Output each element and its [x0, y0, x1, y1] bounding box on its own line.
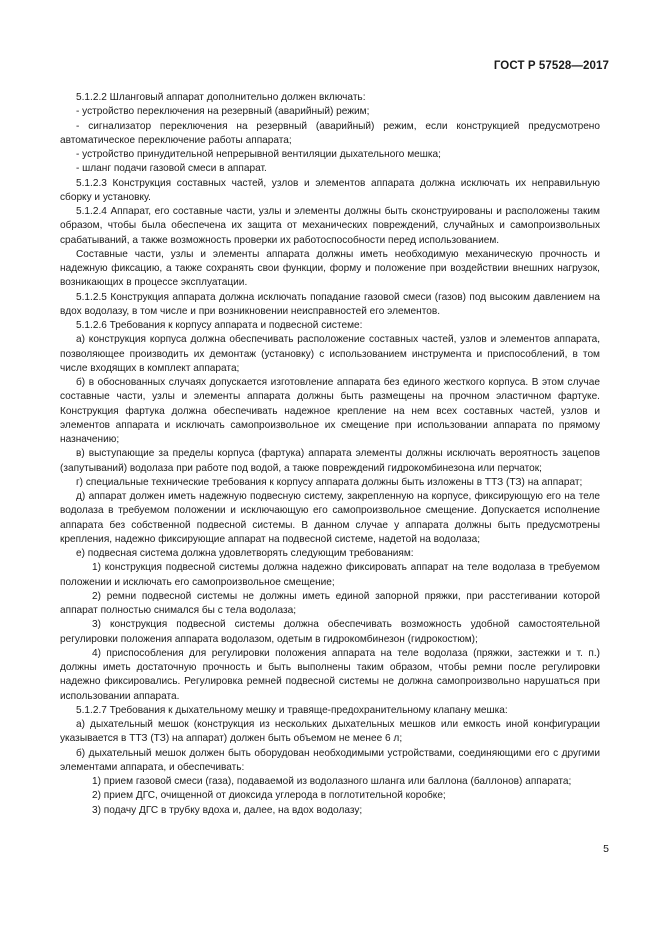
list-item: а) дыхательный мешок (конструкция из нескольких дыхательных мешков или емкость иной конфигурации указывается в ТТЗ (ТЗ) на аппарат) должен быть объемом не менее 6 л; — [60, 719, 600, 745]
sub-list-item: 3) подачу ДГС в трубку вдоха и, далее, на вдох водолазу; — [92, 804, 363, 816]
sub-list-item: 2) прием ДГС, очищенной от диоксида углерода в поглотительной коробке; — [92, 790, 446, 802]
list-item: - шланг подачи газовой смеси в аппарат. — [76, 163, 267, 175]
list-item: д) аппарат должен иметь надежную подвесную систему, закрепленную на корпусе, фиксирующую его на теле водолаза в требуемом положении и исключающую его самопроизвольное смещение. Допускается исполнение аппарата без собственной подвесной системы. В данном случае у аппарата должны быть предусмотрены крепления, надежно фиксирующие аппарат на подвесной системе, надетой на водолаза; — [60, 491, 600, 545]
paragraph: 5.1.2.4 Аппарат, его составные части, узлы и элементы должны быть сконструированы и расположены таким образом, чтобы была обеспечена их защита от механических повреждений, случайных и самопроизвольных срабатываний, а также возможность проверки их работоспособности перед использованием. — [60, 206, 600, 246]
paragraph: 5.1.2.7 Требования к дыхательному мешку и травяще-предохранительному клапану мешка: — [76, 704, 508, 716]
paragraph: 5.1.2.6 Требования к корпусу аппарата и подвесной системе: — [76, 320, 363, 331]
page-number: 5 — [603, 843, 609, 855]
sub-list-item: 1) прием газовой смеси (газа), подаваемой из водолазного шланга или баллона (баллонов) аппарата; — [92, 776, 572, 787]
standard-code: ГОСТ Р 57528—2017 — [493, 60, 609, 72]
list-item: г) специальные технические требования к корпусу аппарата должны быть изложены в ТТЗ (ТЗ) на аппарат; — [76, 476, 583, 488]
list-item: б) дыхательный мешок должен быть оборудован необходимыми устройствами, соединяющими его с другими элементами аппарата, и обеспечивать: — [60, 747, 600, 773]
sub-list-item: 2) ремни подвесной системы не должны иметь единой запорной пряжки, при расстегивании которой аппарат полностью снимался бы с тела водолаза; — [60, 590, 600, 616]
list-item: - устройство переключения на резервный (аварийный) режим; — [76, 106, 370, 118]
list-item: б) в обоснованных случаях допускается изготовление аппарата без единого жесткого корпуса. В этом случае составные части, узлы и элементы аппарата должны быть размещены на прочном эластичном фартуке. Конструкция фартука должна обеспечивать надежное крепление на нем всех составных частей, узлов и элементов аппарата и исключать самопроизвольное их смещение при использовании аппарата по прямому назначению; — [60, 377, 600, 445]
list-item: а) конструкция корпуса должна обеспечивать расположение составных частей, узлов и элементов аппарата, позволяющее производить их демонтаж (установку) с использованием инструмента и приспособлений, в том числе входящих в комплект аппарата; — [60, 334, 600, 374]
list-item: - устройство принудительной непрерывной вентиляции дыхательного мешка; — [76, 149, 441, 160]
document-body — [60, 91, 600, 818]
paragraph: 5.1.2.5 Конструкция аппарата должна исключать попадание газовой смеси (газов) под высоким давлением на вдох водолазу, в том числе и при возникновении неисправностей его элементов. — [60, 291, 600, 317]
paragraph: 5.1.2.2 Шланговый аппарат дополнительно должен включать: — [76, 92, 366, 103]
list-item: е) подвесная система должна удовлетворять следующим требованиям: — [76, 548, 414, 559]
paragraph: Составные части, узлы и элементы аппарата должны иметь необходимую механическую прочность и надежную фиксацию, а также сохранять свои функции, форму и положение при воздействии внешних нагрузок, возникающих в процессе эксплуатации. — [60, 248, 600, 289]
paragraph: 5.1.2.3 Конструкция составных частей, узлов и элементов аппарата должна исключать их неправильную сборку и установку. — [60, 177, 600, 203]
sub-list-item: 1) конструкция подвесной системы должна надежно фиксировать аппарат на теле водолаза в требуемом положении и исключать его самопроизвольное смещение; — [60, 562, 600, 588]
list-item: в) выступающие за пределы корпуса (фартука) аппарата элементы должны исключать вероятность зацепов (запутываний) водолаза при работе под водой, а также повреждений гидрокомбинезона или перчаток; — [60, 448, 600, 474]
sub-list-item: 4) приспособления для регулировки положения аппарата на теле водолаза (пряжки, застежки и т. п.) должны иметь достаточную прочность и быть выполнены таким образом, чтобы ремни после регулировки надежно фиксировались. Регулировка ремней подвесной системы не должна самопроизвольно нарушаться при использовании аппарата. — [60, 647, 600, 702]
sub-list-item: 3) конструкция подвесной системы должна обеспечивать возможность удобной самостоятельной регулировки положения аппарата водолазом, одетым в гидрокомбинезон (гидрокостюм); — [60, 619, 600, 645]
list-item: - сигнализатор переключения на резервный (аварийный) режим, если конструкцией предусмотрено автоматическое переключение работы аппарата; — [60, 120, 600, 146]
